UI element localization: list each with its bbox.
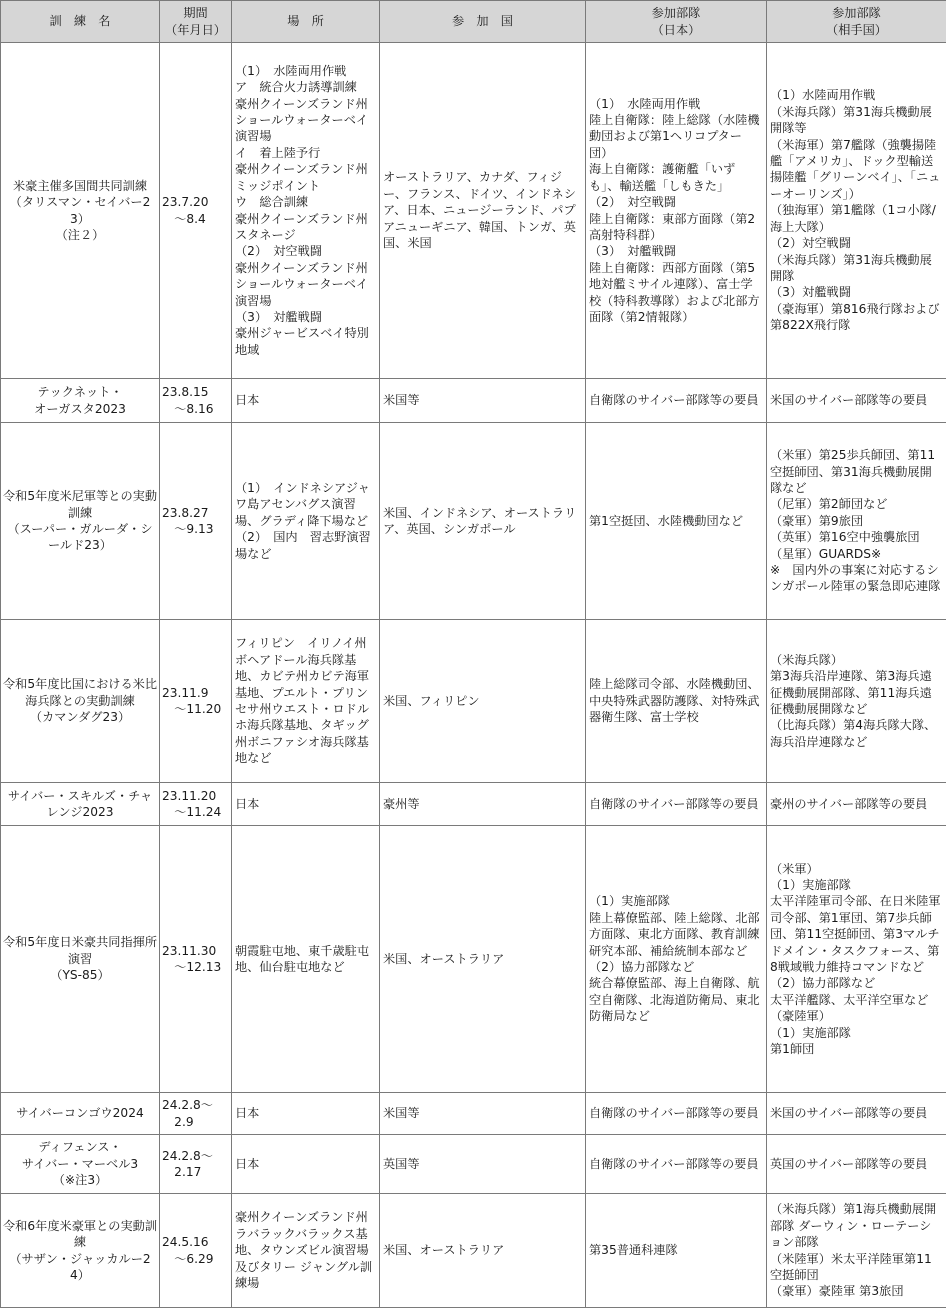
exercise-period: 24.2.8～ 2.9: [160, 1093, 232, 1135]
exercise-period: 23.8.15 ～8.16: [160, 379, 232, 423]
exercise-japan-units: 自衛隊のサイバー部隊等の要員: [586, 1135, 767, 1194]
table-row: [1, 826, 946, 1093]
exercise-place: 豪州クイーンズランド州ラバラックバラックス基地、タウンズビル演習場及びタリー ジャングル訓練場: [232, 1194, 380, 1308]
exercise-countries: 豪州等: [380, 783, 586, 826]
table-row: [1, 1194, 946, 1308]
exercise-name: テックネット・ オーガスタ2023: [1, 379, 160, 423]
exercise-period: 23.11.20 ～11.24: [160, 783, 232, 826]
exercise-place: 日本: [232, 1135, 380, 1194]
exercise-name: サイバーコンゴウ2024: [1, 1093, 160, 1135]
exercise-partner-units: 米国のサイバー部隊等の要員: [767, 1093, 946, 1135]
header-row: [1, 1, 946, 43]
table-row: [1, 620, 946, 783]
exercise-countries: 米国、オーストラリア: [380, 826, 586, 1093]
exercise-japan-units: （1）実施部隊 陸上幕僚監部、陸上総隊、北部方面隊、東北方面隊、教育訓練研究本部、補給統制本部など （2）協力部隊など 統合幕僚監部、海上自衛隊、航空自衛隊、北海道防衛局、東北防衛局など: [586, 826, 767, 1093]
exercise-name: 令和6年度米豪軍との実動訓練 （サザン・ジャッカルー24）: [1, 1194, 160, 1308]
exercise-period: 23.11.9 ～11.20: [160, 620, 232, 783]
exercise-place: （1） 水陸両用作戦 ア 統合火力誘導訓練 豪州クイーンズランド州ショールウォーターベイ演習場 イ 着上陸予行 豪州クイーンズランド州ミッジポイント ウ 総合訓練 豪州クイーンズランド州スタネージ （2） 対空戦闘 豪州クイーンズランド州ショールウォーターベイ演習場 （3） 対艦戦闘 豪州ジャービスベイ特別地域: [232, 43, 380, 379]
exercise-japan-units: 自衛隊のサイバー部隊等の要員: [586, 1093, 767, 1135]
exercise-partner-units: （1）水陸両用作戦 （米海兵隊）第31海兵機動展開隊等 （米海軍）第7艦隊（強襲揚陸艦「アメリカ」、ドック型輸送揚陸艦「グリーンベイ」、「ニューオーリンズ」） （独海軍）第1艦隊（1コ小隊/海上大隊） （2）対空戦闘 （米海兵隊）第31海兵機動展開隊 （3）対艦戦闘 （豪海軍）第816飛行隊および第822X飛行隊: [767, 43, 946, 379]
header-period: 期間 （年月日）: [160, 1, 232, 43]
table-row: [1, 423, 946, 620]
exercise-countries: 米国、フィリピン: [380, 620, 586, 783]
table-row: [1, 1135, 946, 1194]
exercise-period: 23.8.27 ～9.13: [160, 423, 232, 620]
exercise-partner-units: （米海兵隊） 第3海兵沿岸連隊、第3海兵遠征機動展開部隊、第11海兵遠征機動展開隊など （比海兵隊）第4海兵隊大隊、海兵沿岸連隊など: [767, 620, 946, 783]
header-countries: 参 加 国: [380, 1, 586, 43]
exercise-japan-units: 自衛隊のサイバー部隊等の要員: [586, 783, 767, 826]
exercise-countries: 米国、インドネシア、オーストラリア、英国、シンガポール: [380, 423, 586, 620]
exercise-place: 日本: [232, 783, 380, 826]
header-place: 場 所: [232, 1, 380, 43]
exercise-japan-units: 第35普通科連隊: [586, 1194, 767, 1308]
table-row: [1, 43, 946, 379]
exercise-countries: 米国、オーストラリア: [380, 1194, 586, 1308]
exercise-partner-units: 英国のサイバー部隊等の要員: [767, 1135, 946, 1194]
exercise-name: 令和5年度比国における米比海兵隊との実動訓練 （カマンダグ23）: [1, 620, 160, 783]
table-row: [1, 1093, 946, 1135]
exercise-place: フィリピン イリノイ州ボヘアドール海兵隊基地、カビテ州カビテ海軍基地、プエルト・プリンセサ州ウエスト・ロドルホ海兵隊基地、タギッグ州ボニファシオ海兵隊基地など: [232, 620, 380, 783]
exercise-period: 24.5.16 ～6.29: [160, 1194, 232, 1308]
exercise-japan-units: （1） 水陸両用作戦 陸上自衛隊：陸上総隊（水陸機動団および第1ヘリコプター団） 海上自衛隊：護衛艦「いずも」、輸送艦「しもきた」 （2） 対空戦闘 陸上自衛隊：東部方面隊（第2高射特科群） （3） 対艦戦闘 陸上自衛隊：西部方面隊（第5地対艦ミサイル連隊）、富士学校（特科教導隊）および北部方面隊（第2情報隊）: [586, 43, 767, 379]
header-name: 訓 練 名: [1, 1, 160, 43]
exercise-place: 日本: [232, 379, 380, 423]
exercise-countries: 英国等: [380, 1135, 586, 1194]
exercise-place: 朝霞駐屯地、東千歳駐屯地、仙台駐屯地など: [232, 826, 380, 1093]
exercise-place: （1） インドネシアジャワ島アセンバグス演習場、グラディ降下場など （2） 国内 習志野演習場など: [232, 423, 380, 620]
exercise-period: 23.7.20 ～8.4: [160, 43, 232, 379]
exercise-name: 令和5年度米尼軍等との実動訓練 （スーパー・ガルーダ・シールド23）: [1, 423, 160, 620]
table-row: [1, 783, 946, 826]
exercise-period: 24.2.8～ 2.17: [160, 1135, 232, 1194]
header-partner-units: 参加部隊 （相手国）: [767, 1, 946, 43]
exercise-japan-units: 陸上総隊司令部、水陸機動団、中央特殊武器防護隊、対特殊武器衛生隊、富士学校: [586, 620, 767, 783]
exercise-countries: オーストラリア、カナダ、フィジー、フランス、ドイツ、インドネシア、日本、ニュージーランド、パプアニューギニア、韓国、トンガ、英国、米国: [380, 43, 586, 379]
exercise-name: 米豪主催多国間共同訓練 （タリスマン・セイバー23） （注２）: [1, 43, 160, 379]
table-row: [1, 379, 946, 423]
exercise-name: 令和5年度日米豪共同指揮所演習 （YS-85）: [1, 826, 160, 1093]
header-japan-units: 参加部隊 （日本）: [586, 1, 767, 43]
exercise-japan-units: 自衛隊のサイバー部隊等の要員: [586, 379, 767, 423]
exercise-partner-units: 米国のサイバー部隊等の要員: [767, 379, 946, 423]
exercise-partner-units: 豪州のサイバー部隊等の要員: [767, 783, 946, 826]
exercise-name: ディフェンス・ サイバー・マーベル3 （※注3）: [1, 1135, 160, 1194]
exercise-countries: 米国等: [380, 1093, 586, 1135]
exercise-partner-units: （米海兵隊）第1海兵機動展開部隊 ダーウィン・ローテーション部隊 （米陸軍）米太平洋陸軍第11空挺師団 （豪軍）豪陸軍 第3旅団: [767, 1194, 946, 1308]
exercise-period: 23.11.30 ～12.13: [160, 826, 232, 1093]
exercise-name: サイバー・スキルズ・チャレンジ2023: [1, 783, 160, 826]
exercise-countries: 米国等: [380, 379, 586, 423]
exercise-place: 日本: [232, 1093, 380, 1135]
exercise-partner-units: （米軍） （1）実施部隊 太平洋陸軍司令部、在日米陸軍司令部、第1軍団、第7歩兵師団、第11空挺師団、第3マルチドメイン・タスクフォース、第8戦域戦力維持コマンドなど （2）協力部隊など 太平洋艦隊、太平洋空軍など （豪陸軍） （1）実施部隊 第1師団: [767, 826, 946, 1093]
exercise-japan-units: 第1空挺団、水陸機動団など: [586, 423, 767, 620]
exercise-partner-units: （米軍）第25歩兵師団、第11空挺師団、第31海兵機動展開隊など （尼軍）第2師団など （豪軍）第9旅団 （英軍）第16空中強襲旅団 （星軍）GUARDS※ ※ 国内外の事案に対応するシンガポール陸軍の緊急即応連隊: [767, 423, 946, 620]
